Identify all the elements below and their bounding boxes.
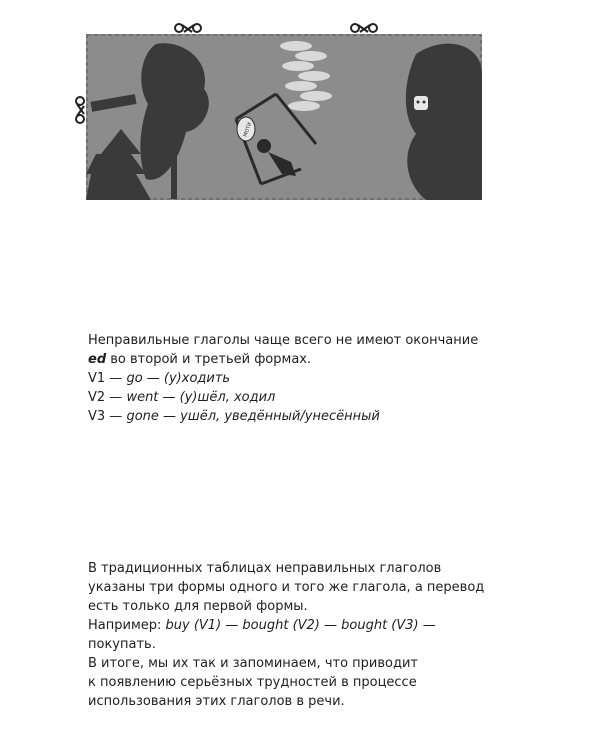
sign-board [237,117,255,141]
tree-right [406,44,482,200]
section-traditional-tables [88,559,518,711]
intro-line-2: ed во второй и третьей формах. [88,352,312,367]
verb-form-v1: V1 — go — (у)ходить [88,371,231,386]
example-line: Например: buy (V1) — bought (V2) — bought (V3) — [88,618,436,633]
paragraph-line: В итоге, мы их так и запоминаем, что приводит [88,656,418,671]
verb-form-v2: V2 — went — (у)шёл, ходил [88,390,276,405]
paragraph-line: использования этих глаголов в речи. [88,694,345,709]
paragraph-line: есть только для первой формы. [88,599,308,614]
sign-text: МОТИ [242,121,254,138]
illustration [86,34,482,200]
verb-form-v3: V3 — gone — ушёл, уведённый/унесённый [88,409,380,424]
scissors-icon [72,96,88,124]
intro-line: Неправильные глаголы чаще всего не имеют окончание [88,333,479,348]
scissors-icon [174,20,202,36]
ghost-figure [414,96,428,110]
paragraph-line: к появлению серьёзных трудностей в процессе [88,675,417,690]
section-irregular-verbs [88,331,518,426]
paragraph-line: В традиционных таблицах неправильных глаголов [88,561,442,576]
scissors-icon [350,20,378,36]
paragraph-line: покупать. [88,637,156,652]
paragraph-line: указаны три формы одного и того же глагола, а перевод [88,580,485,595]
